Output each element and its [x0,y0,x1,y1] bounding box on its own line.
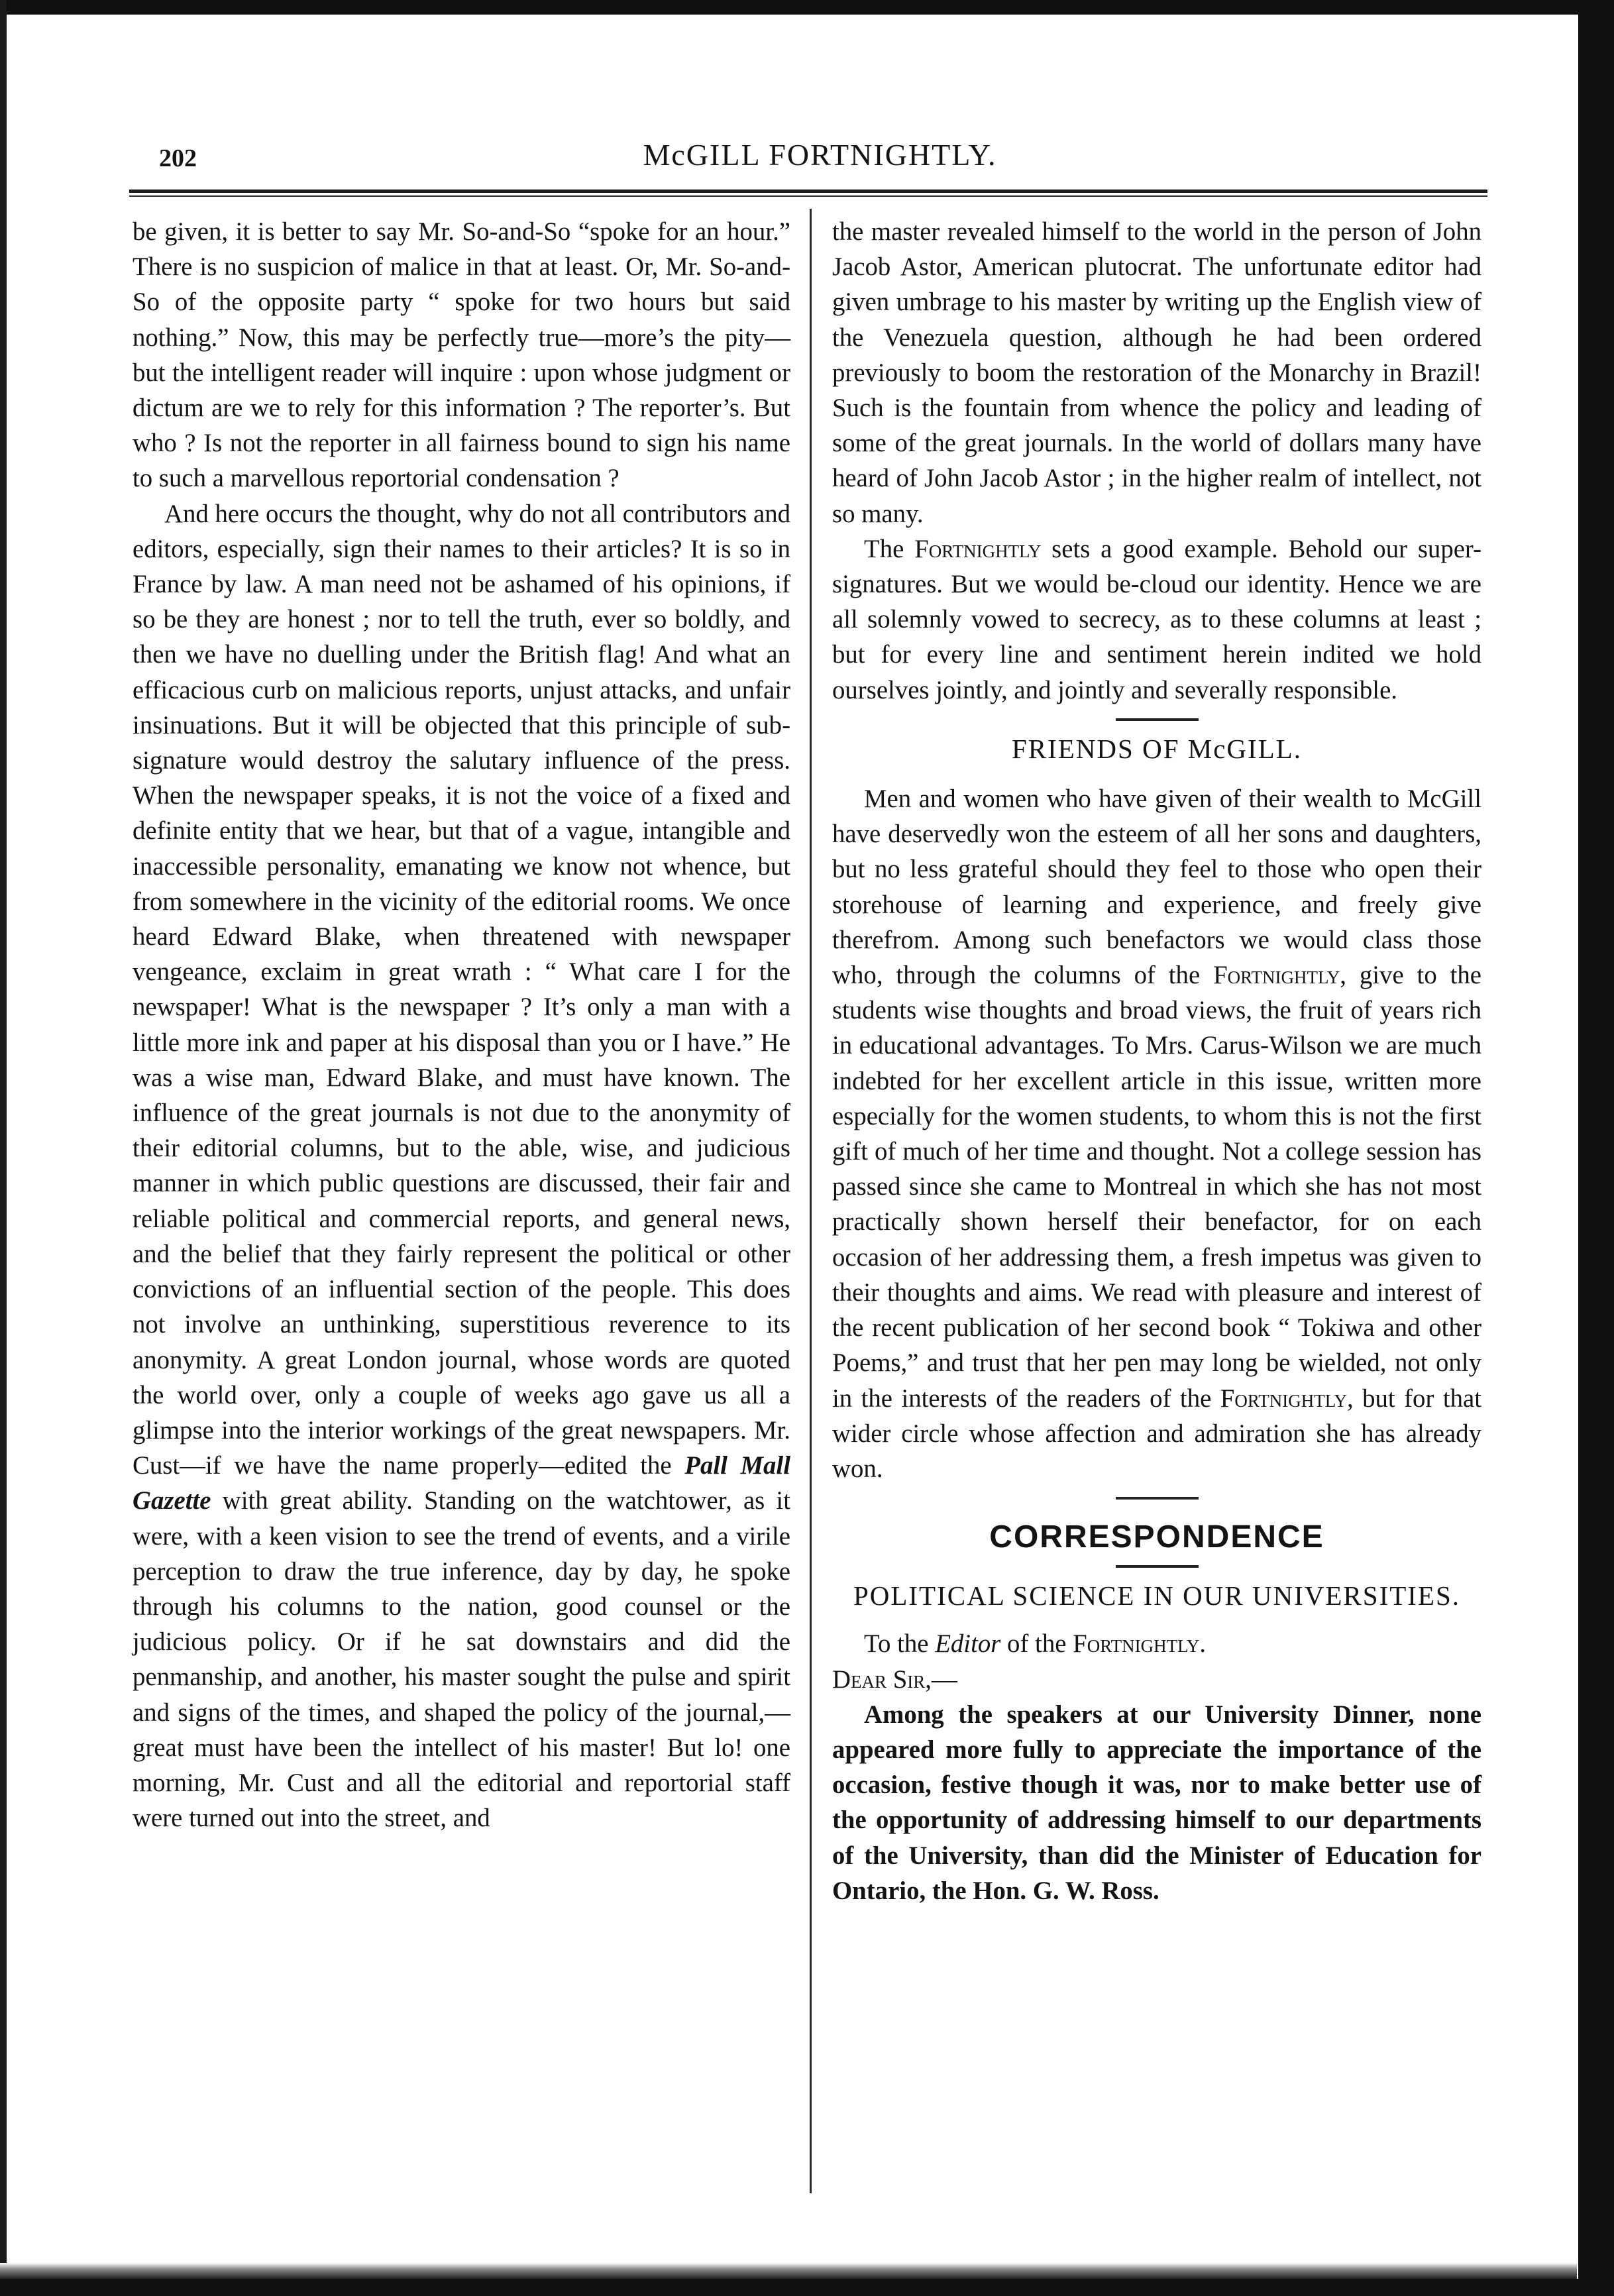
salutation-text-a: To the [864,1629,936,1659]
left-p2-text-a: And here occurs the thought, why do not all contributors and editors, especially, sign their names to their articles? It is so in France by law. A man need not be ashamed of his opinions, if so be they are honest ; nor to tell the truth, ever so boldly, and then we have no duelling under the British flag! And what an efficacious curb on malicious reports, unjust attacks, and unfair insinuations. But it will be objected that this principle of sub-signature would destroy the salutary influence of the press. When the newspaper speaks, it is not the voice of a fixed and definite entity that we hear, but that of a vague, intangible and inaccessible personality, emanating we know not whence, but from somewhere in the vicinity of the editorial rooms. We once heard Edward Blake, when threatened with newspaper vengeance, exclaim in great wrath : “ What care I for the newspaper! What is the newspaper ? It’s only a man with a little more ink and paper at his disposal than you or I have.” He was a wise man, Edward Blake, and must have known. The influence of the great journals is not due to the anonymity of their editorial columns, but to the able, wise, and judicious manner in which public questions are discussed, their fair and reliable political and commercial reports, and general news, and the belief that they fairly represent the political or other convictions of an influential section of the people. This does not involve an unthinking, superstitious reverence to its anonymity. A great London journal, whose words are quoted the world over, only a couple of weeks ago gave us all a glimpse into the interior workings of the great newspapers. Mr. Cust—if we have the name properly—edited the [133,499,790,1480]
fortnightly-name: Fortnightly [914,534,1042,563]
running-head-title: McGILL FORTNIGHTLY. [643,138,997,172]
left-column [133,214,790,1835]
column-divider [810,209,812,2193]
section-divider [1116,1565,1199,1568]
salutation-text-c: . [1199,1629,1207,1659]
scan-border-left [0,0,7,2296]
friends-paragraph [832,781,1481,1486]
right-paragraph-2 [832,531,1481,708]
fortnightly-name: Fortnightly [1073,1629,1200,1659]
left-paragraph-1: be given, it is better to say Mr. So-and-So “spoke for an hour.” There is no suspicion of malice in that at least. Or, Mr. So-and-So of the opposite party “ spoke for two hours but said nothing.” Now, this may be perfectly true—more’s the pity—but the intelligent reader will inquire : upon whose judgment or dictum are we to rely for this information ? The reporter’s. But who ? Is not the reporter in all fairness bound to sign his name to such a marvellous reportorial condensation ? [133,217,790,493]
dear-sir-line: Dear Sir,— [832,1665,957,1694]
correspondence-heading: CORRESPONDENCE [989,1519,1324,1555]
pall-mall-gazette-title: Pall Mall Gazette [133,1451,790,1515]
right-paragraph-1: the master revealed himself to the world in the person of John Jacob Astor, American plutocrat. The unfortunate editor had given umbrage to his master by writing up the English view of the Venezuela question, although he had been ordered previously to boom the restoration of the Monarchy in Brazil! Such is the fountain from whence the policy and leading of some of the great journals. In the world of dollars many have heard of John Jacob Astor ; in the higher realm of intellect, not so many. [832,217,1481,528]
left-paragraph-2 [133,496,790,1836]
page-header [159,136,1481,182]
fortnightly-name: Fortnightly [1213,961,1340,990]
section-divider [1116,1497,1199,1500]
scan-border-bottom [0,2279,1614,2296]
salutation-text-b: of the [1000,1629,1073,1659]
friends-text-c: , but for that wider circle whose affection and admiration she has already won. [832,1384,1481,1483]
friends-section-title: FRIENDS OF McGILL. [1011,733,1303,764]
header-rule-thin [129,195,1487,197]
right-p2-text-b: sets a good example. Behold our super-signatures. But we would be-cloud our identity. Hence we are all solemnly vowed to secrecy, as to these columns at least ; but for every line and sentiment herein indited we hold ourselves jointly, and jointly and severally responsible. [832,534,1481,704]
header-rule [129,190,1487,193]
scan-strip-bottom [0,2263,1577,2279]
scan-border-right [1578,0,1614,2296]
scan-border-top [0,0,1614,15]
friends-text-a: Men and women who have given of their wealth to McGill have deservedly won the esteem of all her sons and daughters, but no less grateful should they feel to those who open their storehouse of learning and experience, and freely give therefrom. Among such benefactors we would class those who, through the columns of the [832,785,1481,990]
right-p2-text-a: The [864,534,915,563]
page-number: 202 [159,144,197,172]
section-divider [1116,718,1199,721]
letter-title: POLITICAL SCIENCE IN OUR UNIVERSITIES. [853,1580,1461,1612]
fortnightly-name: Fortnightly [1220,1384,1347,1413]
salutation-editor: Editor [935,1629,1001,1659]
letter-salutation [832,1626,1481,1661]
right-column [832,214,1481,1908]
friends-text-b: , give to the students wise thoughts and broad views, the fruit of years rich in educational advantages. To Mrs. Carus-Wilson we are much indebted for her excellent article in this issue, written more especially for the women students, to whom this is not the first gift of much of her time and thought. Not a college session has passed since she came to Montreal in which she has not most practically shown herself their benefactor, for on each occasion of her addressing them, a fresh impetus was given to their thoughts and aims. We read with pleasure and interest of the recent publication of her second book “ Tokiwa and other Poems,” and trust that her pen may long be wielded, not only in the interests of the readers of the [832,961,1482,1413]
left-p2-text-b: with great ability. Standing on the watchtower, as it were, with a keen vision to see the trend of events, and a virile perception to draw the true inference, day by day, he spoke through his columns to the nation, good counsel or the judicious policy. Or if he sat downstairs and did the penmanship, and another, his master sought the pulse and spirit and signs of the times, and shaped the policy of the journal,—great must have been the intellect of his master! But lo! one morning, Mr. Cust and all the editorial and reportorial staff were turned out into the street, and [133,1486,790,1833]
letter-body: Among the speakers at our University Dinner, none appeared more fully to appreciate the importance of the occasion, festive though it was, nor to make better use of the opportunity of addressing himself to our departments of the University, than did the Minister of Education for Ontario, the Hon. G. W. Ross. [832,1700,1481,1905]
